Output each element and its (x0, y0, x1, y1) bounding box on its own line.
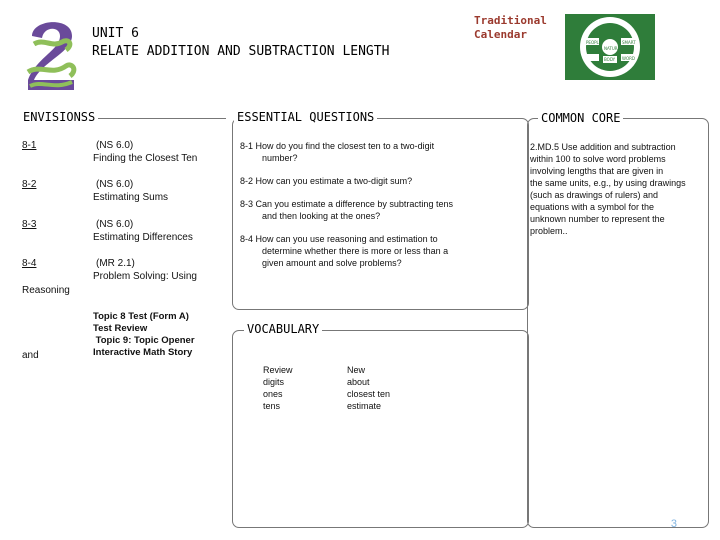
question-item: 8-3 Can you estimate a difference by subtracting tens and then looking at the ones? (240, 199, 453, 221)
common-core-heading: COMMON CORE (538, 111, 623, 125)
svg-text:BODY: BODY (604, 57, 616, 62)
unit-logo-icon (22, 14, 82, 94)
lesson-title: Finding the Closest Ten (93, 153, 198, 164)
lesson-standard: (NS 6.0) (96, 179, 134, 190)
and-text: and (22, 350, 39, 361)
lesson-standard: (MR 2.1) (96, 258, 135, 269)
lesson-id: 8-3 (22, 219, 37, 230)
reasoning-text: Reasoning (22, 285, 70, 296)
lesson-standard: (NS 6.0) (96, 140, 134, 151)
multiple-intelligences-crest-icon (565, 14, 655, 80)
traditional-calendar-label: Traditional Calendar (474, 14, 547, 41)
question-item: 8-1 How do you find the closest ten to a two-digit number? (240, 141, 435, 163)
vocabulary-heading: VOCABULARY (244, 322, 322, 336)
svg-text:WORD: WORD (622, 56, 635, 61)
svg-text:SMART: SMART (622, 40, 636, 45)
svg-text:NATURE: NATURE (604, 46, 621, 51)
vocabulary-review-list: Review digits ones tens (263, 365, 293, 411)
envisions-heading: ENVISIONSS (20, 110, 98, 124)
lesson-title: Problem Solving: Using (93, 271, 197, 282)
lesson-id: 8-1 (22, 140, 37, 151)
lesson-standard: (NS 6.0) (96, 219, 134, 230)
unit-label: UNIT 6 (92, 26, 139, 41)
essential-questions-heading: ESSENTIAL QUESTIONS (234, 110, 377, 124)
question-item: 8-2 How can you estimate a two-digit sum? (240, 176, 413, 186)
common-core-standard: 2.MD.5 Use addition and subtraction within 100 to solve word problems involving lengths that are given in the same units, e.g., by using drawings (such as drawings of rulers) and equations with a symbol for the unknown number to represent the problem.. (530, 142, 686, 236)
lesson-title: Estimating Differences (93, 232, 193, 243)
svg-text:PEOPLE: PEOPLE (586, 40, 602, 45)
vocabulary-box (232, 330, 529, 528)
lesson-id: 8-2 (22, 179, 37, 190)
lesson-id: 8-4 (22, 258, 37, 269)
question-item: 8-4 How can you use reasoning and estimation to determine whether there is more or less than a given amount and solve problems? (240, 234, 449, 268)
page-title: RELATE ADDITION AND SUBTRACTION LENGTH (92, 44, 390, 59)
vocabulary-new-list: New about closest ten estimate (347, 365, 391, 411)
lesson-title: Estimating Sums (93, 192, 169, 203)
topic-list: Topic 8 Test (Form A) Test Review Topic 9: Topic Opener Interactive Math Story (93, 311, 195, 358)
page-number: 3 (670, 518, 677, 530)
